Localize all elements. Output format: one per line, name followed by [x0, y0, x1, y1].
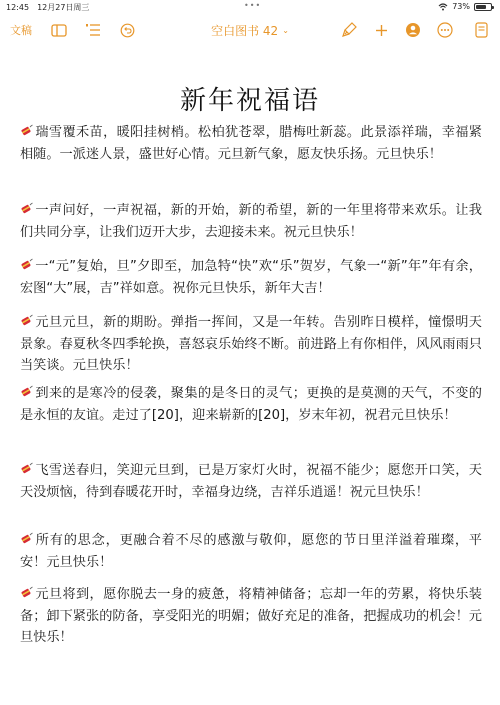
status-right — [438, 2, 492, 11]
paragraph-text: 到来的是寒冷的侵袭，聚集的是冬日的灵气；更换的是莫测的天气，不变的是永恒的友谊。走过了[20]，迎来崭新的[20]，岁末年初，祝君元旦快乐！ — [20, 386, 482, 423]
sidebar-toggle-button[interactable] — [48, 14, 70, 46]
chevron-down-icon: ⌄ — [282, 25, 289, 35]
undo-button[interactable] — [116, 14, 138, 46]
blessing-paragraph[interactable] — [20, 460, 482, 503]
document-setup-button[interactable] — [470, 14, 492, 46]
blessing-paragraph[interactable] — [20, 256, 482, 299]
document-title-button[interactable] — [150, 14, 350, 46]
status-left — [6, 2, 97, 13]
battery-fill — [476, 5, 486, 9]
firecracker-icon — [20, 314, 34, 328]
collaborate-icon — [405, 22, 421, 38]
paragraph-text: 瑞雪覆禾苗，暖阳挂树梢。松柏犹苍翠，腊梅吐新蕊。此景添祥瑞，幸福紧相随。一派迷人景，盛世好心情。元旦新气象，愿友快乐扬。元旦快乐！ — [20, 125, 482, 162]
insert-button[interactable] — [370, 14, 392, 46]
plus-icon — [375, 24, 388, 37]
document-title: 空白图书 42 — [211, 23, 279, 38]
collaborate-button[interactable] — [402, 14, 424, 46]
paragraph-text: 一“元”复始，旦”夕即至，加急特“快”欢“乐”贺岁，气象一“新”年”年有余，宏图“大”展，吉”祥如意。祝你元旦快乐，新年大吉！ — [20, 259, 482, 296]
sidebar-icon — [51, 24, 67, 37]
status-date: 12月27日周三 — [37, 3, 90, 12]
blessing-paragraph[interactable] — [20, 383, 482, 426]
paragraph-text: 一声问好，一声祝福，新的开始，新的希望，新的一年里将带来欢乐。让我们共同分享，让我们迈开大步，去迎接未来。祝元旦快乐！ — [20, 203, 482, 240]
more-button[interactable] — [434, 14, 456, 46]
list-bookmark-icon — [85, 23, 101, 37]
firecracker-icon — [20, 462, 34, 476]
status-time: 12:45 — [6, 3, 30, 12]
more-icon — [437, 22, 453, 38]
blessing-paragraph[interactable] — [20, 312, 482, 377]
back-label: 文稿 — [10, 24, 32, 37]
document-heading[interactable]: 新年祝福语 — [179, 86, 320, 116]
bookmarks-button[interactable] — [82, 14, 104, 46]
firecracker-icon — [20, 385, 34, 399]
paragraph-text: 元旦将到，愿你脱去一身的疲惫，将精神储备；忘却一年的劳累，将快乐装备；卸下紧张的防备，享受阳光的明媚；做好充足的准备，把握成功的机会！元旦快乐！ — [20, 587, 482, 645]
undo-icon — [120, 23, 135, 38]
status-bar — [0, 0, 500, 14]
blessing-paragraph[interactable] — [20, 584, 482, 649]
firecracker-icon — [20, 124, 34, 138]
blessing-paragraph[interactable] — [20, 530, 482, 573]
paintbrush-icon — [342, 22, 357, 38]
firecracker-icon — [20, 258, 34, 272]
firecracker-icon — [20, 202, 34, 216]
document-icon — [475, 22, 488, 38]
paragraph-text: 所有的思念，更融合着不尽的感激与敬仰，愿您的节日里洋溢着璀璨，平安！元旦快乐！ — [20, 533, 482, 570]
firecracker-icon — [20, 532, 34, 546]
firecracker-icon — [20, 586, 34, 600]
wifi-icon — [438, 3, 448, 11]
battery-percent: 73% — [452, 2, 470, 11]
document-body[interactable] — [0, 60, 500, 122]
format-button[interactable] — [338, 14, 360, 46]
toolbar — [0, 14, 500, 46]
battery-icon — [474, 3, 492, 11]
blessing-paragraph[interactable] — [20, 200, 482, 243]
paragraph-text: 飞雪送春归，笑迎元旦到，已是万家灯火时，祝福不能少；愿您开口笑，天天没烦恼，待到春暖花开时，幸福身边绕，吉祥乐逍遥！祝元旦快乐！ — [20, 463, 482, 500]
blessing-paragraph[interactable] — [20, 122, 482, 165]
back-button[interactable] — [6, 14, 36, 46]
paragraph-text: 元旦元旦，新的期盼。弹指一挥间，又是一年转。告别昨日模样，憧憬明天景象。春夏秋冬四季轮换，喜怒哀乐始终不断。前进路上有你相伴，风风雨雨只当笑谈。元旦快乐！ — [20, 315, 482, 373]
multitasking-dots[interactable]: ••• — [244, 1, 262, 10]
